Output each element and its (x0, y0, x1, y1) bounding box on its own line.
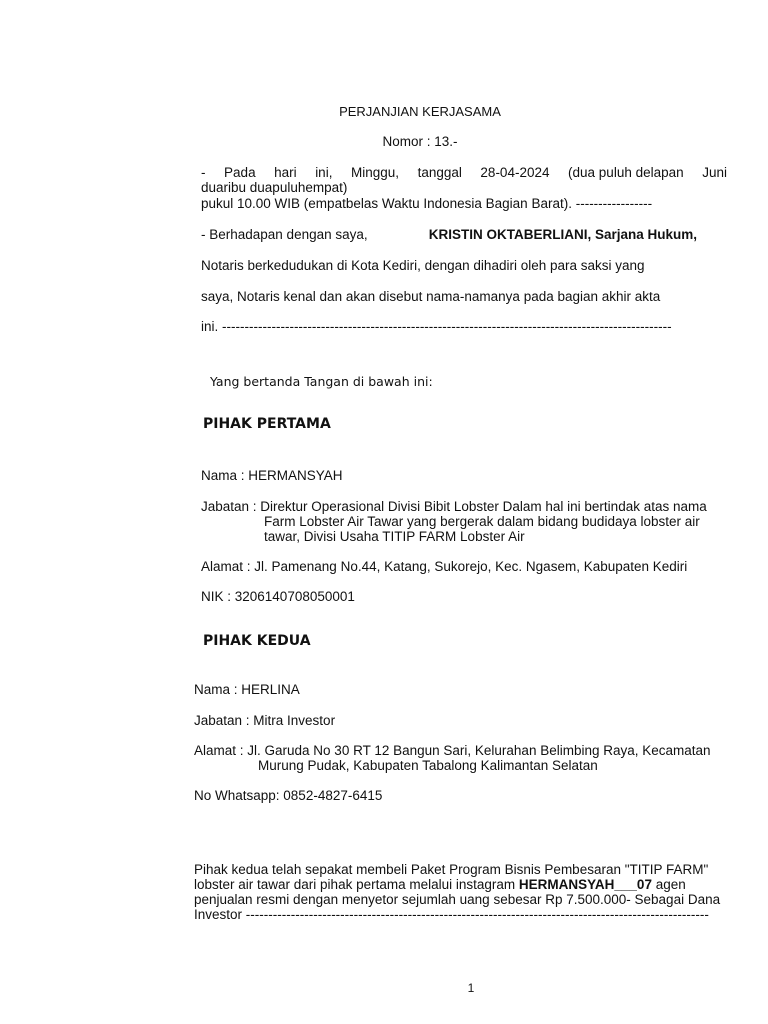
opening-word: Juni (702, 165, 727, 180)
opening-line-1 (201, 165, 727, 181)
agreement-line-2-suffix: agen (651, 877, 686, 892)
page-number: 1 (467, 981, 475, 995)
intro-text: Yang bertanda Tangan di bawah ini: (210, 374, 433, 389)
notary-line-2: Notaris berkedudukan di Kota Kediri, dengan dihadiri oleh para saksi yang (201, 258, 645, 273)
document-title (0, 104, 768, 120)
title-part-1: PERJANJIAN (339, 104, 423, 119)
pihak-pertama-heading: PIHAK PERTAMA (203, 416, 331, 432)
opening-line-2: duaribu duapuluhempat) (201, 180, 348, 195)
pihak-pertama-jabatan-2: Farm Lobster Air Tawar yang bergerak dalam bidang budidaya lobster air (264, 514, 700, 529)
pihak-pertama-jabatan-1: Jabatan : Direktur Operasional Divisi Bibit Lobster Dalam hal ini bertindak atas nama (201, 499, 707, 514)
pihak-kedua-jabatan: Jabatan : Mitra Investor (194, 713, 336, 728)
opening-word: ini, (315, 165, 333, 180)
opening-word: Pada (224, 165, 256, 180)
agreement-line-3: penjualan resmi dengan menyetor sejumlah uang sebesar Rp 7.500.000- Sebagai Dana (194, 892, 721, 907)
pihak-pertama-nama: Nama : HERMANSYAH (201, 468, 343, 483)
title-part-2: KERJASAMA (422, 104, 501, 119)
pihak-kedua-alamat-2: Murung Pudak, Kabupaten Tabalong Kalimantan Selatan (258, 758, 598, 773)
pihak-pertama-jabatan-3: tawar, Divisi Usaha TITIP FARM Lobster Air (264, 529, 525, 544)
agreement-line-2-text: lobster air tawar dari pihak pertama melalui instagram (194, 877, 519, 892)
notary-intro: - Berhadapan dengan saya, (201, 227, 368, 242)
opening-word: 28-04-2024 (480, 165, 550, 180)
pihak-pertama-nik: NIK : 3206140708050001 (201, 589, 355, 604)
agreement-line-4: Investor ------------------------------------------------------------------------------------------------------- (194, 907, 709, 922)
opening-word: tanggal (417, 165, 462, 180)
pihak-kedua-nama: Nama : HERLINA (194, 682, 300, 697)
document-number: Nomor : 13.- (382, 134, 458, 149)
pihak-kedua-heading: PIHAK KEDUA (203, 633, 311, 649)
pihak-kedua-alamat-1: Alamat : Jl. Garuda No 30 RT 12 Bangun Sari, Kelurahan Belimbing Raya, Kecamatan (194, 743, 711, 758)
notary-name: KRISTIN OKTABERLIANI, Sarjana Hukum, (428, 227, 697, 242)
notary-line-1 (201, 227, 697, 243)
opening-line-3: pukul 10.00 WIB (empatbelas Waktu Indonesia Bagian Barat). ----------------- (201, 196, 653, 211)
notary-line-3: saya, Notaris kenal dan akan disebut nama-namanya pada bagian akhir akta (201, 289, 661, 304)
instagram-handle: HERMANSYAH___07 (518, 877, 652, 892)
opening-word: - (201, 165, 206, 180)
opening-word: (dua puluh delapan (568, 165, 684, 180)
opening-word: hari (274, 165, 297, 180)
notary-line-4: ini. ---------------------------------------------------------------------------------------------------- (201, 319, 672, 334)
pihak-kedua-whatsapp: No Whatsapp: 0852-4827-6415 (194, 788, 383, 803)
pihak-pertama-alamat: Alamat : Jl. Pamenang No.44, Katang, Sukorejo, Kec. Ngasem, Kabupaten Kediri (201, 559, 688, 574)
agreement-line-1: Pihak kedua telah sepakat membeli Paket Program Bisnis Pembesaran "TITIP FARM" (194, 862, 709, 877)
opening-word: Minggu, (351, 165, 400, 180)
agreement-line-2 (194, 877, 686, 893)
